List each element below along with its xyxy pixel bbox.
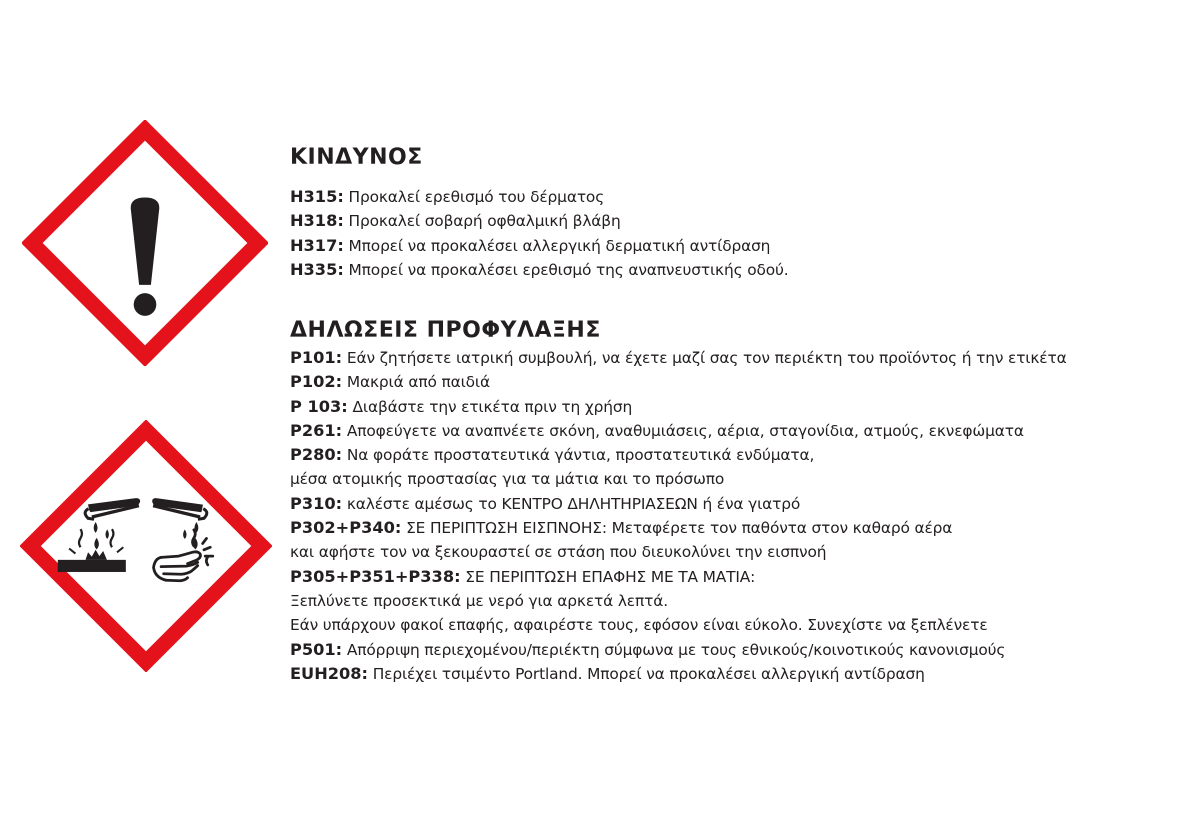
statement-text: καλέστε αμέσως το ΚΕΝΤΡΟ ΔΗΛΗΤΗΡΙΑΣΕΩΝ ή ένα γιατρό [342, 494, 801, 513]
hazard-statements [290, 143, 789, 282]
statement-code: P501: [290, 639, 343, 659]
exclamation-mark-pictogram [22, 120, 268, 366]
statement-text: Προκαλεί σοβαρή οφθαλμική βλάβη [343, 212, 621, 231]
statement-code: H317: [290, 235, 344, 255]
statement-line [290, 185, 789, 209]
diamond-border [30, 430, 262, 662]
statement-text: και αφήστε τον να ξεκουραστεί σε στάση που διευκολύνει την εισπνοή [290, 543, 827, 562]
statement-line [290, 234, 789, 258]
statement-code: EUH208: [290, 663, 369, 683]
statement-line [290, 613, 1067, 637]
statement-text: Μπορεί να προκαλέσει αλλεργική δερματική αντίδραση [343, 236, 771, 255]
statement-text: Ξεπλύνετε προσεκτικά με νερό για αρκετά λεπτά. [290, 591, 668, 610]
statement-code: P101: [290, 348, 343, 367]
statement-text: Εάν ζητήσετε ιατρική συμβουλή, να έχετε μαζί σας τον περιέκτη του προϊόντος ή την ετικέτα [342, 349, 1067, 367]
corrosion-pictogram [20, 420, 272, 672]
statement-code: P280: [290, 445, 343, 465]
statement-code: P 103: [290, 396, 348, 416]
statement-code: P302+P340: [290, 518, 402, 538]
statement-code: P310: [290, 493, 343, 513]
statement-line [290, 258, 789, 282]
statement-line [290, 565, 1067, 589]
statement-line [290, 395, 1067, 419]
statement-text: ΣΕ ΠΕΡΙΠΤΩΣΗ ΕΠΑΦΗΣ ΜΕ ΤΑ ΜΑΤΙΑ: [460, 567, 756, 586]
statement-line [290, 419, 1067, 443]
statement-line [290, 209, 789, 233]
precaution-statement-list [290, 346, 1067, 686]
statement-line [290, 516, 1067, 540]
statement-text: μέσα ατομικής προστασίας για τα μάτια και το πρόσωπο [290, 470, 725, 489]
precaution-heading: ΔΗΛΩΣΕΙΣ ΠΡΟΦΥΛΑΞΗΣ [290, 318, 601, 343]
statement-line [290, 662, 1067, 686]
statement-text: Απόρριψη περιεχομένου/περιέκτη σύμφωνα με τους εθνικούς/κοινοτικούς κανονισμούς [342, 640, 1006, 659]
statement-text: Προκαλεί ερεθισμό του δέρματος [343, 188, 605, 206]
statement-code: H318: [290, 211, 344, 231]
statement-text: Μπορεί να προκαλέσει ερεθισμό της αναπνευστικής οδού. [343, 260, 789, 279]
hazard-statement-list [290, 185, 789, 282]
statement-line [290, 589, 1067, 613]
statement-text: ΣΕ ΠΕΡΙΠΤΩΣΗ ΕΙΣΠΝΟΗΣ: Μεταφέρετε τον παθόντα στον καθαρό αέρα [401, 519, 953, 538]
statement-text: Αποφεύγετε να αναπνέετε σκόνη, αναθυμιάσεις, αέρια, σταγονίδια, ατμούς, εκνεφώματα [342, 421, 1024, 440]
statement-line [290, 492, 1067, 516]
statement-text: Εάν υπάρχουν φακοί επαφής, αφαιρέστε τους, εφόσον είναι εύκολο. Συνεχίστε να ξεπλένετε [290, 616, 988, 635]
precautionary-statements [290, 316, 1067, 686]
statement-line [290, 346, 1067, 370]
statement-line [290, 370, 1067, 394]
statement-code: H315: [290, 187, 344, 206]
statement-code: P261: [290, 420, 343, 440]
statement-text: Να φοράτε προστατευτικά γάντια, προστατευτικά ενδύματα, [342, 446, 815, 465]
statement-line [290, 467, 1067, 491]
statement-code: H335: [290, 259, 344, 279]
statement-code: P305+P351+P338: [290, 566, 461, 586]
statement-code: P102: [290, 372, 343, 392]
statement-line [290, 443, 1067, 467]
statement-text: Διαβάστε την ετικέτα πριν τη χρήση [347, 397, 633, 416]
statement-text: Περιέχει τσιμέντο Portland. Μπορεί να προκαλέσει αλλεργική αντίδραση [368, 664, 925, 683]
statement-line [290, 638, 1067, 662]
hazard-heading: ΚΙΝΔΥΝΟΣ [290, 145, 423, 170]
statement-line [290, 540, 1067, 564]
statement-text: Μακριά από παιδιά [342, 373, 490, 392]
